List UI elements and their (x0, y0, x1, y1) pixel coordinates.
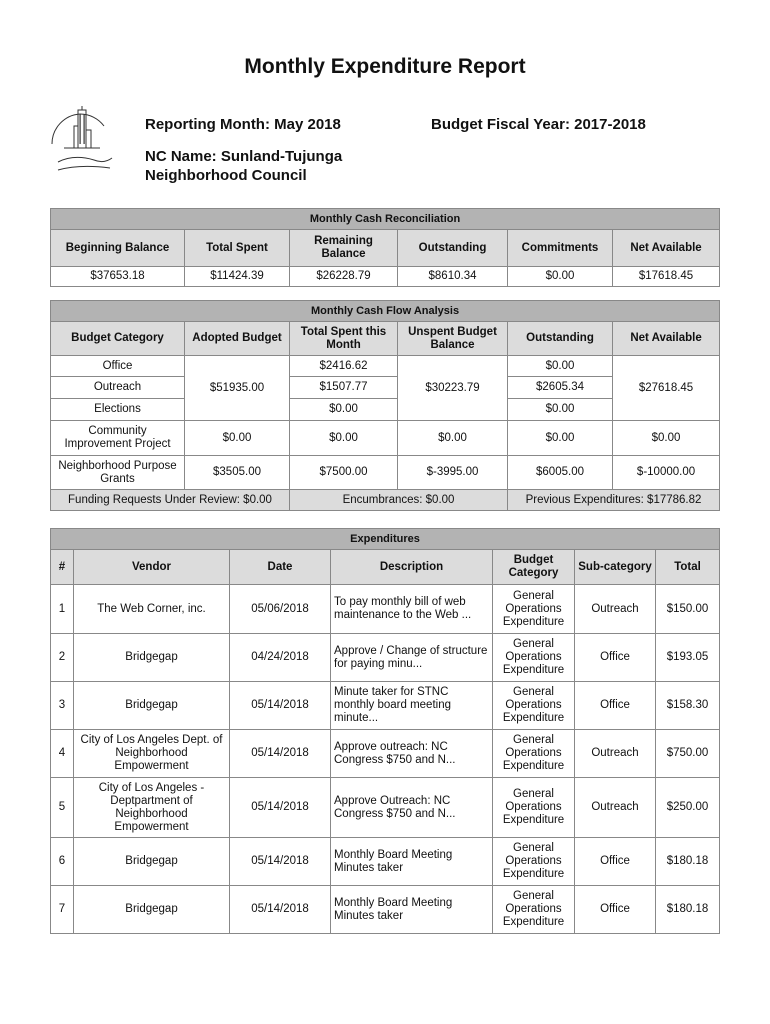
npg-outstanding: $6005.00 (508, 456, 613, 490)
header-net-available: Net Available (613, 322, 720, 356)
table-row (51, 456, 720, 490)
category-office: Office (51, 356, 185, 377)
funding-requests: Funding Requests Under Review: $0.00 (51, 490, 290, 511)
table-row (51, 730, 720, 778)
row-number: 3 (51, 682, 74, 730)
header-budget-category: Budget Category (51, 322, 185, 356)
header-outstanding: Outstanding (508, 322, 613, 356)
row-description: Approve / Change of structure for paying minu... (331, 634, 493, 682)
header-outstanding: Outstanding (398, 230, 508, 267)
nc-name (145, 147, 342, 185)
npg-spent: $7500.00 (290, 456, 398, 490)
table-row (51, 682, 720, 730)
row-number: 7 (51, 886, 74, 934)
reconciliation-caption: Monthly Cash Reconciliation (51, 209, 720, 230)
cip-unspent: $0.00 (398, 421, 508, 456)
row-number: 2 (51, 634, 74, 682)
outreach-spent: $1507.77 (290, 377, 398, 399)
header-remaining-balance: Remaining Balance (290, 230, 398, 267)
row-category: General Operations Expenditure (493, 634, 575, 682)
outreach-outstanding: $2605.34 (508, 377, 613, 399)
group-net-available: $27618.45 (613, 356, 720, 421)
row-date: 05/14/2018 (230, 730, 331, 778)
outstanding-value: $8610.34 (398, 267, 508, 287)
header-adopted-budget: Adopted Budget (185, 322, 290, 356)
row-total: $180.18 (656, 838, 720, 886)
row-vendor: The Web Corner, inc. (74, 585, 230, 634)
city-seal-logo (44, 104, 118, 182)
elections-spent: $0.00 (290, 399, 398, 421)
table-row (51, 838, 720, 886)
net-available-value: $17618.45 (613, 267, 720, 287)
row-subcategory: Office (575, 634, 656, 682)
header-beginning-balance: Beginning Balance (51, 230, 185, 267)
row-total: $180.18 (656, 886, 720, 934)
row-category: General Operations Expenditure (493, 585, 575, 634)
row-category: General Operations Expenditure (493, 778, 575, 838)
cashflow-caption: Monthly Cash Flow Analysis (51, 301, 720, 322)
group-unspent-balance: $30223.79 (398, 356, 508, 421)
previous-expenditures: Previous Expenditures: $17786.82 (508, 490, 720, 511)
header-date: Date (230, 550, 331, 585)
header-unspent-balance: Unspent Budget Balance (398, 322, 508, 356)
expenditures-table (50, 528, 720, 934)
beginning-balance-value: $37653.18 (51, 267, 185, 287)
row-description: Approve outreach: NC Congress $750 and N... (331, 730, 493, 778)
row-total: $250.00 (656, 778, 720, 838)
npg-adopted: $3505.00 (185, 456, 290, 490)
row-subcategory: Office (575, 886, 656, 934)
office-outstanding: $0.00 (508, 356, 613, 377)
encumbrances: Encumbrances: $0.00 (290, 490, 508, 511)
row-date: 05/14/2018 (230, 778, 331, 838)
row-total: $150.00 (656, 585, 720, 634)
office-spent: $2416.62 (290, 356, 398, 377)
header-budget-category: Budget Category (493, 550, 575, 585)
row-description: Monthly Board Meeting Minutes taker (331, 886, 493, 934)
header-total-spent-month: Total Spent this Month (290, 322, 398, 356)
npg-net: $-10000.00 (613, 456, 720, 490)
row-category: General Operations Expenditure (493, 682, 575, 730)
nc-name-line2: Neighborhood Council (145, 167, 307, 184)
total-spent-value: $11424.39 (185, 267, 290, 287)
row-subcategory: Office (575, 838, 656, 886)
header-total: Total (656, 550, 720, 585)
row-subcategory: Outreach (575, 730, 656, 778)
table-row (51, 421, 720, 456)
category-cip: Community Improvement Project (51, 421, 185, 456)
category-elections: Elections (51, 399, 185, 421)
cip-net: $0.00 (613, 421, 720, 456)
cip-adopted: $0.00 (185, 421, 290, 456)
budget-fiscal-year: Budget Fiscal Year: 2017-2018 (431, 116, 646, 133)
group-adopted-budget: $51935.00 (185, 356, 290, 421)
header-net-available: Net Available (613, 230, 720, 267)
row-category: General Operations Expenditure (493, 838, 575, 886)
cip-outstanding: $0.00 (508, 421, 613, 456)
npg-unspent: $-3995.00 (398, 456, 508, 490)
table-row (51, 585, 720, 634)
table-row (51, 356, 720, 377)
row-vendor: City of Los Angeles Dept. of Neighborhood Empowerment (74, 730, 230, 778)
row-vendor: Bridgegap (74, 838, 230, 886)
expenditures-caption: Expenditures (51, 529, 720, 550)
table-row (51, 886, 720, 934)
row-subcategory: Outreach (575, 585, 656, 634)
row-total: $158.30 (656, 682, 720, 730)
row-vendor: City of Los Angeles - Deptpartment of Neighborhood Empowerment (74, 778, 230, 838)
cash-flow-table (50, 300, 720, 511)
row-number: 6 (51, 838, 74, 886)
row-vendor: Bridgegap (74, 634, 230, 682)
header-description: Description (331, 550, 493, 585)
category-outreach: Outreach (51, 377, 185, 399)
header-subcategory: Sub-category (575, 550, 656, 585)
header-vendor: Vendor (74, 550, 230, 585)
row-date: 05/06/2018 (230, 585, 331, 634)
cash-reconciliation-table (50, 208, 720, 287)
row-date: 05/14/2018 (230, 682, 331, 730)
row-number: 5 (51, 778, 74, 838)
nc-name-line1: NC Name: Sunland-Tujunga (145, 148, 343, 165)
row-date: 04/24/2018 (230, 634, 331, 682)
cip-spent: $0.00 (290, 421, 398, 456)
reporting-month: Reporting Month: May 2018 (145, 116, 341, 133)
row-subcategory: Outreach (575, 778, 656, 838)
table-row (51, 778, 720, 838)
row-vendor: Bridgegap (74, 682, 230, 730)
category-npg: Neighborhood Purpose Grants (51, 456, 185, 490)
row-subcategory: Office (575, 682, 656, 730)
row-number: 4 (51, 730, 74, 778)
row-vendor: Bridgegap (74, 886, 230, 934)
table-row (51, 634, 720, 682)
header-commitments: Commitments (508, 230, 613, 267)
row-category: General Operations Expenditure (493, 730, 575, 778)
row-description: To pay monthly bill of web maintenance to the Web ... (331, 585, 493, 634)
header-total-spent: Total Spent (185, 230, 290, 267)
row-category: General Operations Expenditure (493, 886, 575, 934)
elections-outstanding: $0.00 (508, 399, 613, 421)
header-number: # (51, 550, 74, 585)
row-date: 05/14/2018 (230, 886, 331, 934)
report-title: Monthly Expenditure Report (244, 55, 526, 78)
cashflow-footer (51, 490, 720, 511)
remaining-balance-value: $26228.79 (290, 267, 398, 287)
row-number: 1 (51, 585, 74, 634)
row-total: $750.00 (656, 730, 720, 778)
row-description: Monthly Board Meeting Minutes taker (331, 838, 493, 886)
row-date: 05/14/2018 (230, 838, 331, 886)
row-description: Approve Outreach: NC Congress $750 and N... (331, 778, 493, 838)
commitments-value: $0.00 (508, 267, 613, 287)
row-description: Minute taker for STNC monthly board meeting minute... (331, 682, 493, 730)
row-total: $193.05 (656, 634, 720, 682)
